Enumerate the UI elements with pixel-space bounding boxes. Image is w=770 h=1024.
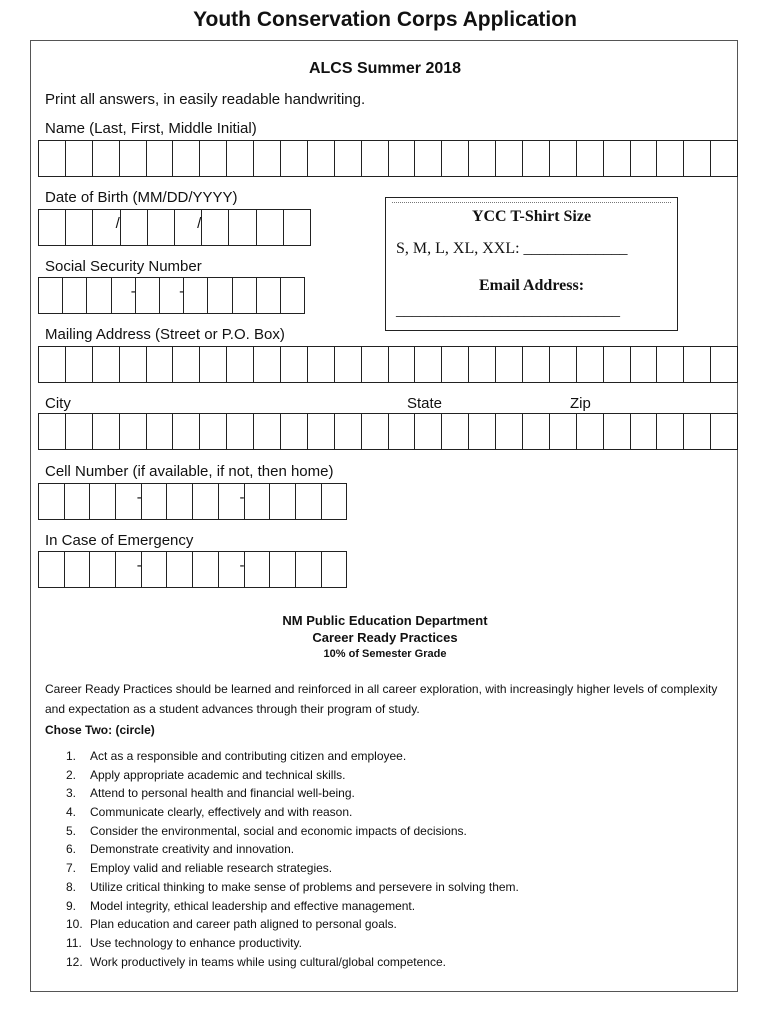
ssn-input[interactable] — [38, 277, 305, 314]
char-box[interactable] — [120, 414, 147, 449]
practice-number: 8. — [66, 879, 77, 894]
separator-mark: - — [239, 557, 245, 574]
practice-number: 12. — [66, 954, 83, 969]
separator-mark: - — [179, 283, 185, 300]
char-box[interactable] — [93, 141, 120, 176]
practice-text: Model integrity, ethical leadership and effective management. — [90, 898, 416, 913]
practice-number: 2. — [66, 767, 77, 782]
char-box[interactable] — [711, 347, 738, 382]
char-box[interactable] — [65, 552, 91, 587]
char-box[interactable] — [657, 347, 684, 382]
practice-item[interactable] — [66, 859, 519, 878]
char-box[interactable] — [173, 141, 200, 176]
practice-item[interactable] — [66, 784, 519, 803]
char-box[interactable] — [335, 414, 362, 449]
char-box[interactable] — [335, 141, 362, 176]
char-box[interactable] — [604, 414, 631, 449]
char-box[interactable] — [308, 347, 335, 382]
char-box[interactable] — [389, 414, 416, 449]
name-input[interactable] — [38, 140, 738, 177]
ped-subheading: Career Ready Practices — [312, 630, 458, 645]
practice-text: Plan education and career path aligned to personal goals. — [90, 917, 397, 932]
char-box[interactable] — [415, 414, 442, 449]
char-box[interactable] — [469, 347, 496, 382]
char-box[interactable] — [389, 141, 416, 176]
practice-number: 10. — [66, 917, 83, 932]
char-box[interactable] — [308, 141, 335, 176]
char-box[interactable] — [362, 347, 389, 382]
char-box[interactable] — [227, 347, 254, 382]
char-box[interactable] — [684, 347, 711, 382]
char-box[interactable] — [469, 414, 496, 449]
char-box[interactable] — [362, 414, 389, 449]
separator-mark: / — [115, 215, 120, 232]
instructions: Print all answers, in easily readable handwriting. — [45, 91, 366, 108]
char-box[interactable] — [308, 414, 335, 449]
char-box[interactable] — [281, 141, 308, 176]
char-box[interactable] — [136, 484, 168, 519]
practice-item[interactable] — [66, 803, 519, 822]
char-box[interactable] — [66, 141, 93, 176]
separator-mark: - — [136, 489, 142, 506]
separator-mark: - — [239, 489, 245, 506]
char-box[interactable] — [193, 552, 219, 587]
char-box[interactable] — [496, 141, 523, 176]
char-box[interactable] — [577, 141, 604, 176]
emergency-label: In Case of Emergency — [45, 532, 194, 549]
practice-item[interactable] — [66, 878, 519, 897]
char-box[interactable] — [284, 210, 311, 245]
char-box[interactable] — [179, 278, 208, 313]
char-box[interactable] — [657, 141, 684, 176]
char-box[interactable] — [167, 484, 193, 519]
char-box[interactable] — [200, 141, 227, 176]
char-box[interactable] — [39, 347, 66, 382]
char-box[interactable] — [577, 347, 604, 382]
tshirt-size-field[interactable]: S, M, L, XL, XXL: _____________ — [396, 240, 628, 257]
char-box[interactable] — [227, 414, 254, 449]
char-box[interactable] — [39, 552, 65, 587]
char-box[interactable] — [711, 414, 738, 449]
char-box[interactable] — [684, 414, 711, 449]
char-box[interactable] — [257, 278, 281, 313]
practice-number: 11. — [66, 935, 82, 950]
char-box[interactable] — [711, 141, 738, 176]
char-box[interactable] — [227, 141, 254, 176]
char-box[interactable] — [120, 141, 147, 176]
char-box[interactable] — [335, 347, 362, 382]
practice-item[interactable] — [66, 840, 519, 859]
char-box[interactable] — [233, 278, 257, 313]
zip-label: Zip — [570, 395, 591, 412]
char-box[interactable] — [239, 552, 271, 587]
char-box[interactable] — [442, 141, 469, 176]
char-box[interactable] — [322, 552, 348, 587]
form-subtitle: ALCS Summer 2018 — [308, 60, 462, 77]
practice-number: 1. — [66, 749, 77, 763]
char-box[interactable] — [496, 414, 523, 449]
char-box[interactable] — [523, 347, 550, 382]
char-box[interactable] — [550, 414, 577, 449]
practice-item[interactable] — [66, 822, 519, 841]
char-box[interactable] — [604, 141, 631, 176]
char-box[interactable] — [469, 141, 496, 176]
char-box[interactable] — [523, 141, 550, 176]
char-box[interactable] — [415, 347, 442, 382]
practice-text: Attend to personal health and financial well-being. — [90, 786, 355, 801]
char-box[interactable] — [442, 347, 469, 382]
char-box[interactable] — [66, 347, 93, 382]
practice-number: 3. — [66, 786, 77, 801]
char-box[interactable] — [577, 414, 604, 449]
char-box[interactable] — [65, 484, 91, 519]
form-title: Youth Conservation Corps Application — [193, 8, 577, 31]
char-box[interactable] — [550, 347, 577, 382]
practice-number: 5. — [66, 823, 77, 838]
char-box[interactable] — [120, 347, 147, 382]
practice-text: Utilize critical thinking to make sense of problems and persevere in solving them. — [90, 879, 519, 894]
char-box[interactable] — [66, 210, 93, 245]
char-box[interactable] — [296, 552, 322, 587]
char-box[interactable] — [115, 210, 148, 245]
ped-heading: NM Public Education Department — [282, 613, 488, 628]
char-box[interactable] — [322, 484, 348, 519]
practice-text: Work productively in teams while using cultural/global competence. — [90, 954, 446, 969]
practice-number: 4. — [66, 805, 77, 820]
ped-grade-weight: 10% of Semester Grade — [323, 648, 447, 660]
char-box[interactable] — [270, 484, 296, 519]
tshirt-email-box — [385, 197, 678, 331]
char-box[interactable] — [200, 347, 227, 382]
char-box[interactable] — [173, 347, 200, 382]
practice-item[interactable] — [66, 897, 519, 916]
char-box[interactable] — [389, 347, 416, 382]
char-box[interactable] — [66, 414, 93, 449]
practice-text: Demonstrate creativity and innovation. — [90, 842, 295, 857]
dob-input[interactable] — [38, 209, 311, 246]
char-box[interactable] — [148, 210, 175, 245]
separator-mark: - — [130, 283, 136, 300]
char-box[interactable] — [254, 414, 281, 449]
name-label: Name (Last, First, Middle Initial) — [45, 120, 257, 137]
email-label: Email Address: — [478, 277, 585, 294]
practice-text: Act as a responsible and contributing citizen and employee. — [90, 749, 407, 763]
practice-text: Consider the environmental, social and economic impacts of decisions. — [90, 823, 467, 838]
char-box[interactable] — [657, 414, 684, 449]
char-box[interactable] — [442, 414, 469, 449]
dotted-border — [392, 202, 671, 203]
char-box[interactable] — [39, 141, 66, 176]
char-box[interactable] — [93, 414, 120, 449]
separator-mark: - — [136, 557, 142, 574]
cell-label: Cell Number (if available, if not, then home) — [45, 463, 334, 480]
practice-item[interactable] — [66, 747, 519, 766]
char-box[interactable] — [63, 278, 87, 313]
char-box[interactable] — [254, 141, 281, 176]
city-state-zip-input[interactable] — [38, 413, 738, 450]
char-box[interactable] — [254, 347, 281, 382]
char-box[interactable] — [296, 484, 322, 519]
tshirt-title: YCC T-Shirt Size — [471, 208, 592, 225]
char-box[interactable] — [523, 414, 550, 449]
char-box[interactable] — [39, 278, 63, 313]
char-box[interactable] — [90, 552, 116, 587]
char-box[interactable] — [90, 484, 116, 519]
char-box[interactable] — [197, 210, 229, 245]
char-box[interactable] — [496, 347, 523, 382]
char-box[interactable] — [193, 484, 219, 519]
char-box[interactable] — [362, 141, 389, 176]
char-box[interactable] — [270, 552, 296, 587]
char-box[interactable] — [631, 414, 658, 449]
separator-mark: / — [197, 215, 202, 232]
cell-input[interactable] — [38, 483, 347, 520]
char-box[interactable] — [130, 278, 160, 313]
char-box[interactable] — [93, 347, 120, 382]
practice-text: Apply appropriate academic and technical skills. — [90, 767, 346, 782]
email-field[interactable]: ____________________________ — [396, 302, 620, 319]
char-box[interactable] — [200, 414, 227, 449]
mailing-label: Mailing Address (Street or P.O. Box) — [45, 326, 285, 343]
chose-label: Chose Two: (circle) — [45, 723, 155, 737]
char-box[interactable] — [173, 414, 200, 449]
char-box[interactable] — [136, 552, 168, 587]
char-box[interactable] — [631, 141, 658, 176]
char-box[interactable] — [39, 484, 65, 519]
practice-item[interactable] — [66, 915, 519, 934]
char-box[interactable] — [87, 278, 111, 313]
state-label: State — [407, 395, 443, 412]
ped-paragraph: Career Ready Practices should be learned and reinforced in all career exploration, with increasingly higher levels of complexity and expectation as a student advances through their program of study. — [45, 682, 718, 716]
practices-list — [66, 747, 519, 971]
practice-number: 6. — [66, 842, 77, 857]
char-box[interactable] — [415, 141, 442, 176]
mailing-input[interactable] — [38, 346, 738, 383]
practice-item[interactable] — [66, 766, 519, 785]
char-box[interactable] — [257, 210, 284, 245]
char-box[interactable] — [281, 347, 308, 382]
practice-number: 9. — [66, 898, 77, 913]
dob-label: Date of Birth (MM/DD/YYYY) — [45, 189, 238, 206]
char-box[interactable] — [208, 278, 232, 313]
char-box[interactable] — [281, 414, 308, 449]
char-box[interactable] — [604, 347, 631, 382]
ssn-label: Social Security Number — [45, 258, 202, 275]
char-box[interactable] — [39, 210, 66, 245]
char-box[interactable] — [229, 210, 256, 245]
char-box[interactable] — [167, 552, 193, 587]
practice-number: 7. — [66, 861, 77, 876]
practice-item[interactable] — [66, 953, 519, 972]
char-box[interactable] — [147, 347, 174, 382]
practice-text: Communicate clearly, effectively and with reason. — [90, 805, 353, 820]
city-label: City — [45, 395, 71, 412]
char-box[interactable] — [281, 278, 305, 313]
char-box[interactable] — [239, 484, 271, 519]
char-box[interactable] — [550, 141, 577, 176]
char-box[interactable] — [147, 141, 174, 176]
char-box[interactable] — [684, 141, 711, 176]
char-box[interactable] — [39, 414, 66, 449]
emergency-input[interactable] — [38, 551, 347, 588]
practice-item[interactable] — [66, 934, 519, 953]
practice-text: Use technology to enhance productivity. — [90, 935, 302, 950]
char-box[interactable] — [147, 414, 174, 449]
char-box[interactable] — [631, 347, 658, 382]
practice-text: Employ valid and reliable research strategies. — [90, 861, 333, 876]
